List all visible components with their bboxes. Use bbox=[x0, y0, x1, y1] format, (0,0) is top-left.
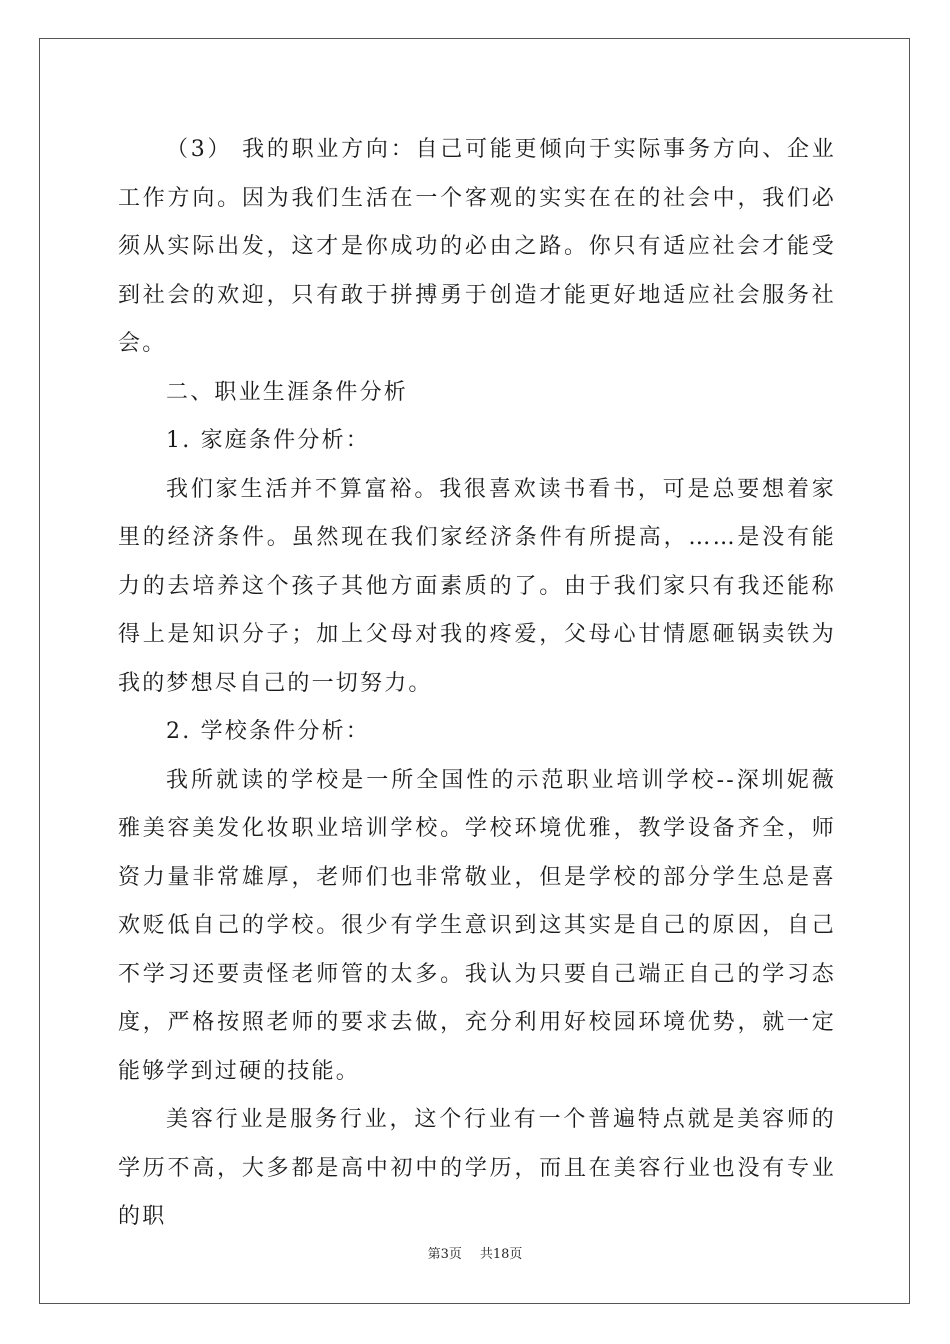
subheading-school: 2. 学校条件分析： bbox=[166, 719, 370, 744]
page-total: 共18页 bbox=[479, 1247, 523, 1262]
subheading-family: 1. 家庭条件分析： bbox=[166, 428, 370, 453]
page-footer bbox=[0, 1243, 950, 1262]
paragraph-industry: 美容行业是服务行业，这个行业有一个普遍特点就是美容师的学历不高，大多都是高中初中的学历，而且在美容行业也没有专业的职 bbox=[118, 1107, 836, 1229]
section-heading-conditions: 二、职业生涯条件分析 bbox=[166, 379, 409, 405]
document-body bbox=[118, 126, 836, 1242]
paragraph-family: 我们家生活并不算富裕。我很喜欢读书看书，可是总要想着家里的经济条件。虽然现在我们家经济条件有所提高，……是没有能力的去培养这个孩子其他方面素质的了。由于我们家只有我还能称得上是知识分子；加上父母对我的疼爱，父母心甘情愿砸锅卖铁为我的梦想尽自己的一切努力。 bbox=[118, 476, 836, 696]
paragraph-school: 我所就读的学校是一所全国性的示范职业培训学校--深圳妮薇雅美容美发化妆职业培训学校。学校环境优雅，教学设备齐全，师资力量非常雄厚，老师们也非常敬业，但是学校的部分学生总是喜欢贬低自己的学校。很少有学生意识到这其实是自己的原因，自己不学习还要责怪老师管的太多。我认为只要自己端正自己的学习态度，严格按照老师的要求去做，充分利用好校园环境优势，就一定能够学到过硬的技能。 bbox=[118, 767, 836, 1084]
paragraph-career-direction: （3） 我的职业方向：自己可能更倾向于实际事务方向、企业工作方向。因为我们生活在一个客观的实实在在的社会中，我们必须从实际出发，这才是你成功的必由之路。你只有适应社会才能受到社会的欢迎，只有敢于拼搏勇于创造才能更好地适应社会服务社会。 bbox=[118, 137, 836, 356]
page-number: 第3页 bbox=[427, 1247, 462, 1262]
